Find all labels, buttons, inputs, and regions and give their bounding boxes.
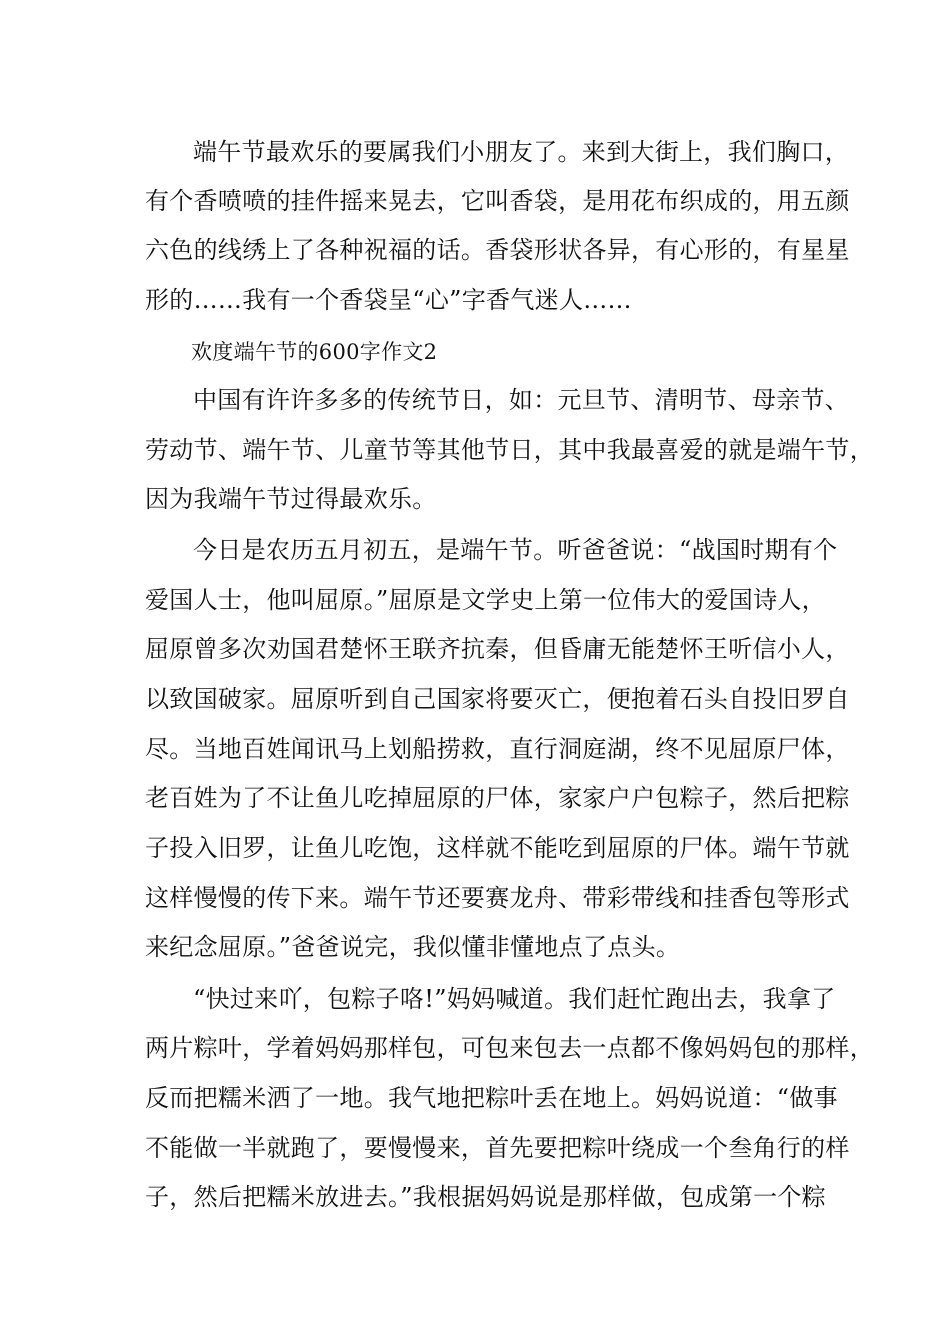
text-line: 中国有许许多多的传统节日，如：元旦节、清明节、母亲节、 <box>193 386 850 414</box>
text-line: 老百姓为了不让鱼儿吃掉屈原的尸体，家家户户包粽子，然后把粽 <box>145 784 850 812</box>
text-line: 尽。当地百姓闻讯马上划船捞救，直行洞庭湖，终不见屈原尸体， <box>145 735 850 763</box>
text-line: 今日是农历五月初五，是端午节。听爸爸说：“战国时期有个 <box>193 536 838 564</box>
text-line: 因为我端午节过得最欢乐。 <box>145 485 437 513</box>
text-line: 形的……我有一个香袋呈“心”字香气迷人…… <box>145 286 632 314</box>
section-heading: 欢度端午节的600字作文2 <box>191 340 438 364</box>
text-line: 爱国人士，他叫屈原。”屈原是文学史上第一位伟大的爱国诗人， <box>145 586 826 614</box>
text-line: 反而把糯米洒了一地。我气地把粽叶丢在地上。妈妈说道：“做事 <box>145 1084 838 1112</box>
text-line: 子，然后把糯米放进去。”我根据妈妈说是那样做，包成第一个粽 <box>145 1183 826 1211</box>
text-line: “快过来吖，包粽子咯!”妈妈喊道。我们赶忙跑出去，我拿了 <box>193 985 836 1013</box>
text-line: 有个香喷喷的挂件摇来晃去，它叫香袋，是用花布织成的，用五颜 <box>145 187 850 215</box>
text-line: 不能做一半就跑了，要慢慢来，首先要把粽叶绕成一个叁角行的样 <box>145 1134 850 1162</box>
text-line: 来纪念屈原。”爸爸说完，我似懂非懂地点了点头。 <box>145 933 681 961</box>
text-line: 子投入旧罗，让鱼儿吃饱，这样就不能吃到屈原的尸体。端午节就 <box>145 834 850 862</box>
text-line: 两片粽叶，学着妈妈那样包，可包来包去一点都不像妈妈包的那样， <box>145 1034 874 1062</box>
text-line: 以致国破家。屈原听到自己国家将要灭亡，便抱着石头自投旧罗自 <box>145 685 850 713</box>
text-line: 劳动节、端午节、儿童节等其他节日，其中我最喜爱的就是端午节， <box>145 436 874 464</box>
text-line: 端午节最欢乐的要属我们小朋友了。来到大街上，我们胸口， <box>193 138 850 166</box>
text-line: 屈原曾多次劝国君楚怀王联齐抗秦，但昏庸无能楚怀王听信小人， <box>145 635 850 663</box>
text-line: 这样慢慢的传下来。端午节还要赛龙舟、带彩带线和挂香包等形式 <box>145 884 850 912</box>
text-line: 六色的线绣上了各种祝福的话。香袋形状各异，有心形的，有星星 <box>145 236 850 264</box>
